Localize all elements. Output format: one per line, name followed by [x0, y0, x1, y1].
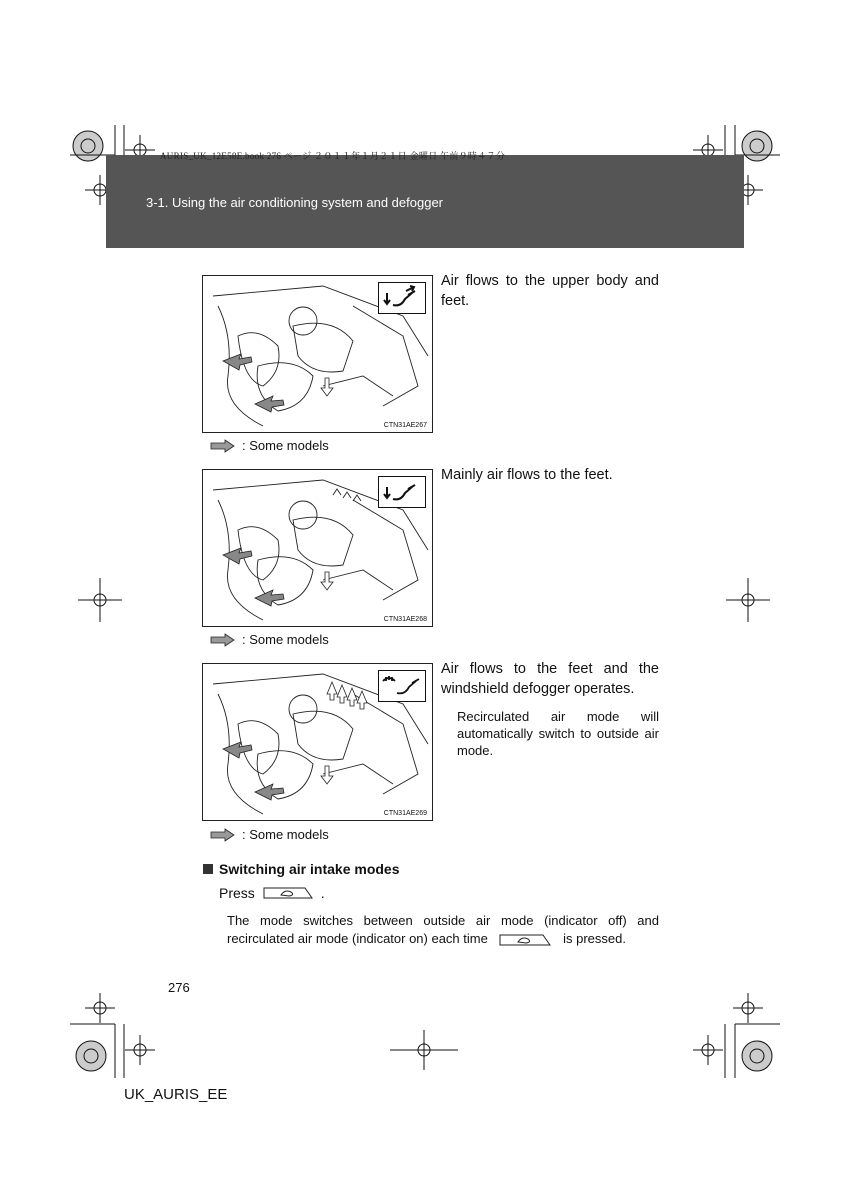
figure-feet-defogger: [202, 663, 433, 821]
recirculation-icon: [263, 887, 313, 899]
note-recirculated-mode: Recirculated air mode will automatically switch to outside air mode.: [457, 709, 659, 758]
section-heading: [203, 861, 400, 877]
heading-square-icon: [203, 864, 213, 874]
feet-and-defogger-icon: [378, 670, 426, 702]
section-title: 3-1. Using the air conditioning system and defogger: [146, 195, 444, 210]
figure-upper-body-feet: [202, 275, 433, 433]
footer-code: UK_AURIS_EE: [124, 1086, 228, 1103]
note-intake-suffix: is pressed.: [563, 931, 626, 946]
figure-code: CTN31AE268: [383, 616, 427, 623]
description-upper-body-feet: Air flows to the upper body and feet.: [441, 273, 659, 309]
figure-feet: [202, 469, 433, 627]
legend-label: : Some models: [242, 827, 329, 842]
legend-some-models: [210, 827, 329, 842]
legend-label: : Some models: [242, 632, 329, 647]
description-feet: Mainly air flows to the feet.: [441, 467, 613, 483]
press-suffix: .: [320, 885, 325, 901]
description-feet-defogger: Air flows to the feet and the windshield defogger operates.: [441, 661, 659, 697]
figure-code: CTN31AE267: [383, 422, 427, 429]
press-label: Press: [219, 885, 255, 901]
upper-body-and-feet-icon: [378, 282, 426, 314]
section-heading-text: Switching air intake modes: [219, 861, 400, 877]
recirculation-icon: [499, 934, 551, 946]
book-info: AURIS_UK_12E58E.book 276 ページ ２０１１年１月２１日 金曜日 午前９時４７分: [160, 151, 506, 161]
note-intake-modes: [227, 912, 659, 948]
figure-code: CTN31AE269: [383, 810, 427, 817]
legend-some-models: [210, 438, 329, 453]
note-intake-text: The mode switches between outside air mode (indicator off) and recirculated air mode (indicator on) each time: [227, 913, 659, 946]
legend-label: : Some models: [242, 438, 329, 453]
page-number: 276: [168, 980, 190, 995]
feet-icon: [378, 476, 426, 508]
arrow-right-icon: [210, 439, 236, 453]
arrow-right-icon: [210, 633, 236, 647]
legend-some-models: [210, 632, 329, 647]
press-instruction: [219, 885, 325, 901]
arrow-right-icon: [210, 828, 236, 842]
